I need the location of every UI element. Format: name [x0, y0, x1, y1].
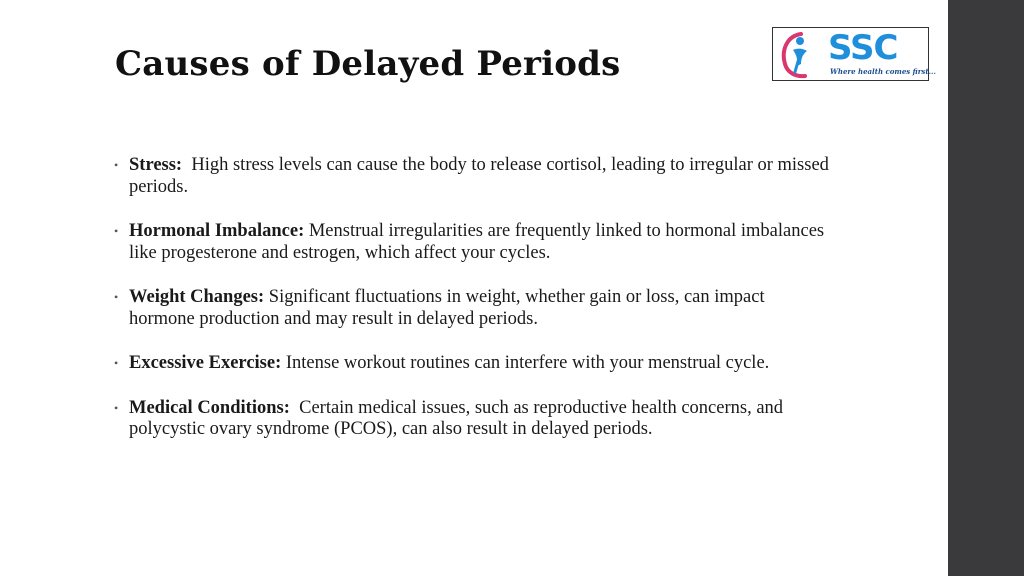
bullet-term: Weight Changes:: [129, 287, 265, 307]
bullet-term: Hormonal Imbalance:: [129, 221, 305, 241]
list-item: [112, 353, 832, 375]
bullet-icon: •: [114, 224, 119, 238]
figure-swoosh-logo-icon: [773, 28, 829, 80]
logo-wordmark: SSC: [828, 28, 898, 68]
slide-title: Causes of Delayed Periods: [115, 44, 621, 84]
bullet-text: Significant fluctuations in weight, whether gain or loss, can impact hormone production and may result in delayed periods.: [129, 287, 770, 329]
causes-list: [112, 155, 832, 464]
bullet-term: Excessive Exercise:: [129, 353, 282, 373]
bullet-term: Stress:: [129, 155, 183, 175]
ssc-logo: [772, 27, 936, 81]
bullet-term: Medical Conditions:: [129, 397, 290, 418]
bullet-icon: •: [114, 158, 119, 172]
bullet-icon: •: [114, 400, 119, 415]
bullet-icon: •: [114, 290, 119, 304]
side-accent-bar: [948, 0, 1024, 576]
bullet-text: Certain medical issues, such as reproductive health concerns, and polycystic ovary syndrome (PCOS), can also result in delayed periods.: [129, 397, 788, 439]
list-item: [112, 155, 832, 198]
list-item: [112, 398, 832, 441]
list-item: [112, 221, 832, 264]
bullet-text: Intense workout routines can interfere with your menstrual cycle.: [281, 353, 770, 373]
logo-tagline: Where health comes first...: [830, 67, 936, 76]
bullet-icon: •: [114, 356, 119, 370]
list-item: [112, 287, 832, 330]
bullet-text: Menstrual irregularities are frequently linked to hormonal imbalances like progesterone and estrogen, which affect your cycles.: [129, 221, 829, 263]
bullet-text: High stress levels can cause the body to release cortisol, leading to irregular or missed periods.: [129, 155, 834, 197]
